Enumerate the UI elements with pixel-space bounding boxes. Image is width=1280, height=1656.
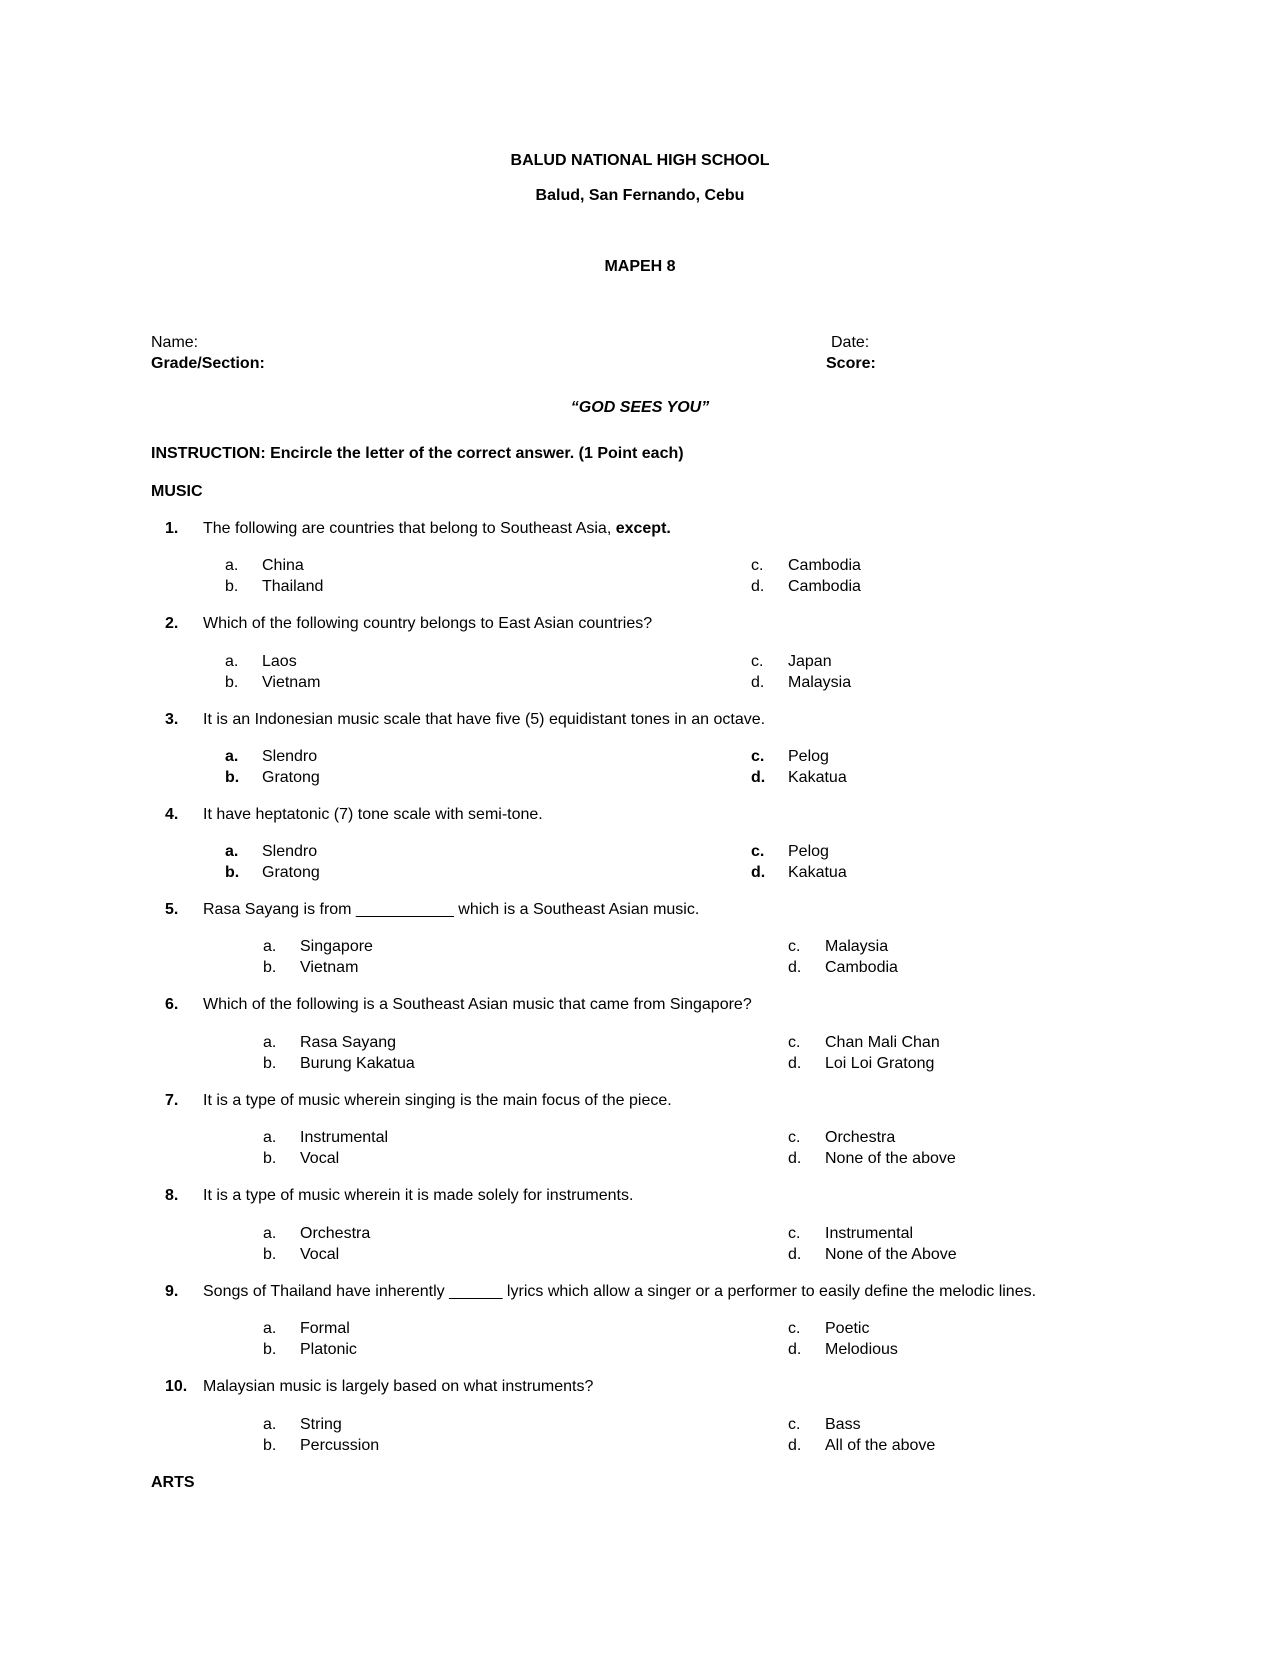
choice-text: Kakatua	[788, 769, 847, 786]
choice-letter: c.	[751, 748, 765, 765]
question-text: It have heptatonic (7) tone scale with semi-tone.	[203, 806, 543, 823]
subject-title: MAPEH 8	[604, 258, 676, 275]
score-label: Score:	[826, 355, 876, 372]
question-emphasis: except.	[615, 520, 671, 537]
choice-text: China	[262, 557, 304, 574]
question-text: It is an Indonesian music scale that have five (5) equidistant tones in an octave.	[203, 711, 766, 728]
choice-letter: a.	[263, 1416, 277, 1433]
choice-letter: d.	[788, 1055, 802, 1072]
choice-letter: a.	[263, 1034, 277, 1051]
question-text: The following are countries that belong to Southeast Asia, except.	[203, 520, 671, 537]
choice-letter: b.	[263, 1150, 277, 1167]
question-text: Which of the following country belongs to East Asian countries?	[203, 615, 653, 632]
choice-letter: b.	[225, 578, 239, 595]
choice-text: Cambodia	[825, 959, 898, 976]
choice-letter: d.	[751, 864, 766, 881]
question-number: 2.	[165, 615, 179, 632]
choice-text: Singapore	[300, 938, 373, 955]
choice-text: String	[300, 1416, 342, 1433]
instruction: INSTRUCTION: Encircle the letter of the correct answer. (1 Point each)	[151, 445, 684, 462]
choice-letter: a.	[263, 1320, 277, 1337]
question-text: Which of the following is a Southeast Asian music that came from Singapore?	[203, 996, 752, 1013]
choice-letter: d.	[751, 769, 766, 786]
choice-text: Laos	[262, 653, 297, 670]
choice-letter: d.	[788, 1150, 802, 1167]
choice-letter: a.	[263, 1129, 277, 1146]
choice-letter: b.	[263, 959, 277, 976]
choice-text: Instrumental	[825, 1225, 914, 1242]
choice-text: Vietnam	[300, 959, 359, 976]
question-text: It is a type of music wherein it is made solely for instruments.	[203, 1187, 634, 1204]
choice-text: Orchestra	[825, 1129, 896, 1146]
question-text: Malaysian music is largely based on what instruments?	[203, 1378, 594, 1395]
choice-letter: a.	[225, 653, 239, 670]
question-text: It is a type of music wherein singing is the main focus of the piece.	[203, 1092, 672, 1109]
choice-text: None of the Above	[825, 1246, 957, 1263]
choice-text: Thailand	[262, 578, 324, 595]
choice-letter: a.	[225, 748, 239, 765]
choice-letter: d.	[751, 674, 765, 691]
choice-letter: c.	[751, 653, 764, 670]
choice-letter: b.	[263, 1055, 277, 1072]
choice-text: Poetic	[825, 1320, 870, 1337]
date-label: Date:	[831, 334, 870, 351]
choice-letter: b.	[263, 1246, 277, 1263]
choice-text: Burung Kakatua	[300, 1055, 415, 1072]
section-music: MUSIC	[151, 483, 203, 500]
question-text: Rasa Sayang is from ___________ which is a Southeast Asian music.	[203, 901, 700, 918]
choice-text: None of the above	[825, 1150, 956, 1167]
question-number: 3.	[165, 711, 179, 728]
question-number: 9.	[165, 1283, 179, 1300]
question-number: 4.	[165, 806, 179, 823]
choice-text: Formal	[300, 1320, 350, 1337]
choice-letter: c.	[751, 843, 765, 860]
question-number: 7.	[165, 1092, 179, 1109]
choice-text: Pelog	[788, 748, 829, 765]
choice-letter: a.	[263, 938, 277, 955]
choice-text: Cambodia	[788, 578, 861, 595]
question-number: 10.	[165, 1378, 188, 1395]
choice-text: Slendro	[262, 843, 318, 860]
choice-letter: b.	[225, 864, 240, 881]
choice-letter: d.	[788, 1341, 802, 1358]
choice-letter: c.	[788, 1034, 801, 1051]
choice-text: Kakatua	[788, 864, 847, 881]
choice-text: Japan	[788, 653, 832, 670]
choice-letter: c.	[788, 1416, 801, 1433]
choice-text: Loi Loi Gratong	[825, 1055, 935, 1072]
choice-text: Platonic	[300, 1341, 357, 1358]
choice-letter: d.	[788, 1246, 802, 1263]
choice-letter: a.	[225, 843, 239, 860]
question-number: 8.	[165, 1187, 179, 1204]
question-number: 6.	[165, 996, 179, 1013]
choice-text: Bass	[825, 1416, 861, 1433]
choice-text: Orchestra	[300, 1225, 371, 1242]
name-label: Name:	[151, 334, 199, 351]
choice-letter: c.	[788, 1129, 801, 1146]
choice-text: Rasa Sayang	[300, 1034, 397, 1051]
choice-text: Malaysia	[825, 938, 889, 955]
choice-letter: c.	[751, 557, 764, 574]
choice-letter: d.	[788, 959, 802, 976]
choice-letter: b.	[263, 1437, 277, 1454]
choice-text: Gratong	[262, 864, 320, 881]
choice-letter: c.	[788, 1320, 801, 1337]
choice-letter: d.	[751, 578, 765, 595]
choice-text: Percussion	[300, 1437, 380, 1454]
school-address: Balud, San Fernando, Cebu	[535, 187, 745, 204]
choice-text: Instrumental	[300, 1129, 389, 1146]
grade-section-label: Grade/Section:	[151, 355, 265, 372]
choice-letter: b.	[225, 769, 240, 786]
choice-letter: d.	[788, 1437, 802, 1454]
choice-letter: c.	[788, 938, 801, 955]
choice-text: Chan Mali Chan	[825, 1034, 940, 1051]
motto: “GOD SEES YOU”	[570, 399, 710, 416]
question-text: Songs of Thailand have inherently ______ lyrics which allow a singer or a performer to easily define the melodic lines.	[203, 1283, 1037, 1300]
choice-letter: a.	[263, 1225, 277, 1242]
choice-text: Vocal	[300, 1150, 340, 1167]
section-arts: ARTS	[151, 1474, 195, 1491]
choice-text: Cambodia	[788, 557, 861, 574]
choice-text: Gratong	[262, 769, 320, 786]
question-number: 5.	[165, 901, 179, 918]
choice-text: All of the above	[825, 1437, 936, 1454]
choice-text: Malaysia	[788, 674, 852, 691]
school-name: BALUD NATIONAL HIGH SCHOOL	[510, 152, 770, 169]
choice-letter: b.	[225, 674, 239, 691]
choice-text: Melodious	[825, 1341, 898, 1358]
choice-letter: a.	[225, 557, 239, 574]
choice-letter: c.	[788, 1225, 801, 1242]
choice-text: Pelog	[788, 843, 829, 860]
choice-text: Slendro	[262, 748, 318, 765]
choice-text: Vietnam	[262, 674, 321, 691]
choice-text: Vocal	[300, 1246, 340, 1263]
question-number: 1.	[165, 520, 179, 537]
choice-letter: b.	[263, 1341, 277, 1358]
